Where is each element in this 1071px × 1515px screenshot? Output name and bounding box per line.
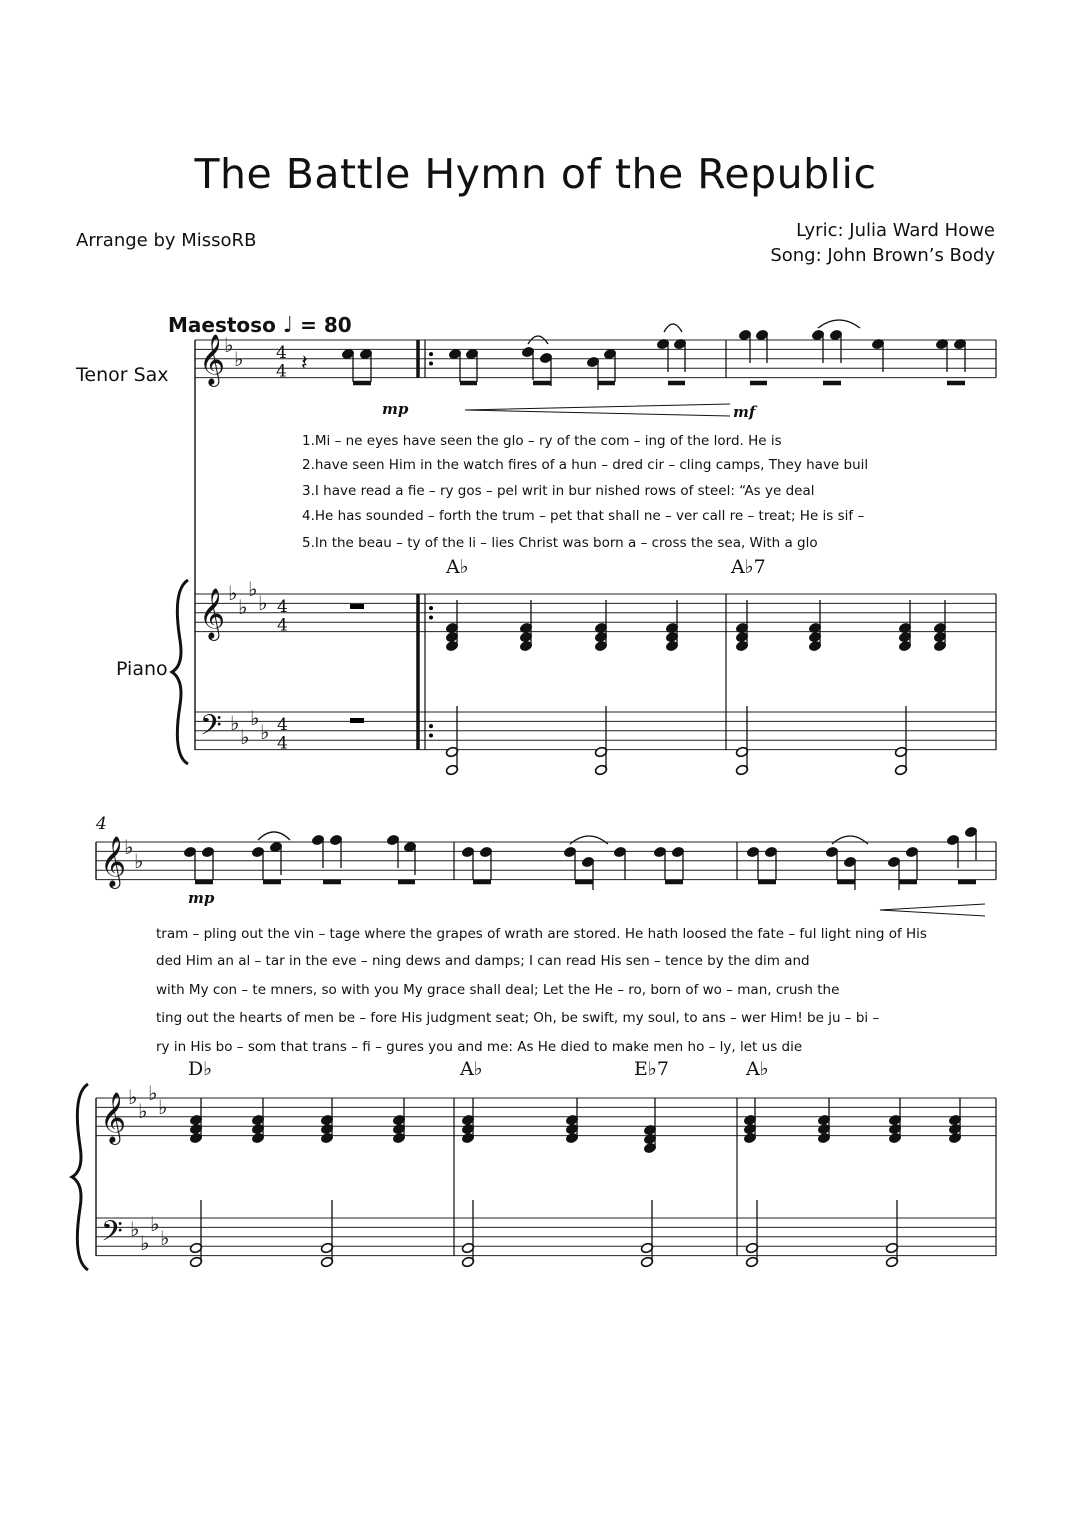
chord-symbol: A♭ [746,1058,769,1080]
bass-clef-icon: 𝄢 [200,709,222,749]
page-title: The Battle Hymn of the Republic [194,150,877,198]
dot [429,352,433,356]
flat-icon: ♭ [258,591,268,615]
instrument-label-piano: Piano [116,658,168,680]
instrument-label-sax: Tenor Sax [76,364,169,386]
brace [172,580,188,764]
flat-icon: ♭ [248,577,258,601]
lyric-verse-3: with My con – te mners, so with you My grace shall deal; Let the He – ro, born of wo – man, crush the [156,982,840,998]
flat-icon: ♭ [230,711,240,735]
flat-icon: ♭ [238,595,248,619]
slur [832,836,868,844]
treble-clef-icon: 𝄞 [199,334,226,385]
articulations [72,320,985,1270]
staff-lines [96,340,996,1256]
time-signature: 4 [277,733,288,754]
time-signature: 4 [276,361,287,382]
time-signature: 4 [277,615,288,636]
measure-number: 4 [96,814,107,834]
flat-icon: ♭ [234,347,244,371]
flat-icon: ♭ [124,835,134,859]
slur [570,836,608,844]
dot [429,362,433,366]
flat-icon: ♭ [148,1081,158,1105]
chord-symbol: A♭7 [731,556,766,578]
flat-icon: ♭ [250,706,260,730]
lyric-verse-5: 5.In the beau – ty of the li – lies Christ was born a – cross the sea, With a glo [302,535,818,551]
time-signature: 4 [276,342,287,363]
arranger-credit: Arrange by MissoRB [76,230,257,251]
tempo-bpm: = 80 [300,313,352,337]
lyricist-credit: Lyric: Julia Ward Howe [796,220,995,241]
flat-icon: ♭ [138,1099,148,1123]
flat-icon: ♭ [140,1231,150,1255]
flat-icon: ♭ [160,1226,170,1250]
flat-icon: ♭ [260,720,270,744]
crescendo [880,904,985,916]
flat-icon: ♭ [134,849,144,873]
dot [429,724,433,728]
chord-symbol: A♭ [446,556,469,578]
flat-icon: ♭ [158,1095,168,1119]
slur [818,320,860,328]
flat-icon: ♭ [228,581,238,605]
dynamic-mf: mf [733,403,756,421]
lyric-verse-1: tram – pling out the vin – tage where the grapes of wrath are stored. He hath loosed the fate – ful light ning of His [156,926,927,942]
flat-icon: ♭ [240,725,250,749]
chord-symbol: A♭ [460,1058,483,1080]
chord-symbol: D♭ [188,1058,213,1080]
dot [429,606,433,610]
lyric-verse-4: ting out the hearts of men be – fore His judgment seat; Oh, be swift, my soul, to ans – wer Him! be ju – bi – [156,1010,880,1026]
whole-rest [350,604,364,609]
lyric-verse-5: ry in His bo – som that trans – fi – gures you and me: As He died to make men ho – ly, let us die [156,1039,803,1055]
slur [258,832,290,840]
slur [664,324,682,332]
lyric-verse-2: ded Him an al – tar in the eve – ning dews and damps; I can read His sen – tence by the dim and [156,953,810,969]
lyric-verse-4: 4.He has sounded – forth the trum – pet that shall ne – ver call re – treat; He is sif – [302,508,865,524]
brace [72,1084,88,1270]
chord-symbol: E♭7 [634,1058,669,1080]
flat-icon: ♭ [128,1085,138,1109]
quarter-note-icon: ♩ [282,313,294,338]
dynamic-mp-2: mp [188,889,215,907]
flat-icon: ♭ [224,333,234,357]
flat-icon: ♭ [130,1217,140,1241]
crescendo [465,404,730,416]
dynamic-mp: mp [382,400,409,418]
rest-icon: 𝄽 [301,351,308,376]
lyric-verse-2: 2.have seen Him in the watch fires of a hun – dred cir – cling camps, They have buil [302,457,869,473]
whole-rest [350,718,364,723]
treble-clef-icon: 𝄞 [100,836,127,887]
barlines [96,340,996,1256]
flat-icon: ♭ [150,1212,160,1236]
dot [429,616,433,620]
bass-clef-icon: 𝄢 [101,1215,123,1255]
treble-clef-icon: 𝄞 [199,588,226,639]
treble-clef-icon: 𝄞 [100,1092,127,1143]
tempo-word: Maestoso [168,313,276,337]
time-signature: 4 [277,596,288,617]
lyric-verse-3: 3.I have read a fie – ry gos – pel writ in bur nished rows of steel: “As ye deal [302,483,815,499]
song-credit: Song: John Brown’s Body [770,245,995,266]
lyric-verse-1: 1.Mi – ne eyes have seen the glo – ry of the com – ing of the lord. He is [302,433,782,449]
notes [183,329,977,1268]
dot [429,734,433,738]
time-signature: 4 [277,714,288,735]
